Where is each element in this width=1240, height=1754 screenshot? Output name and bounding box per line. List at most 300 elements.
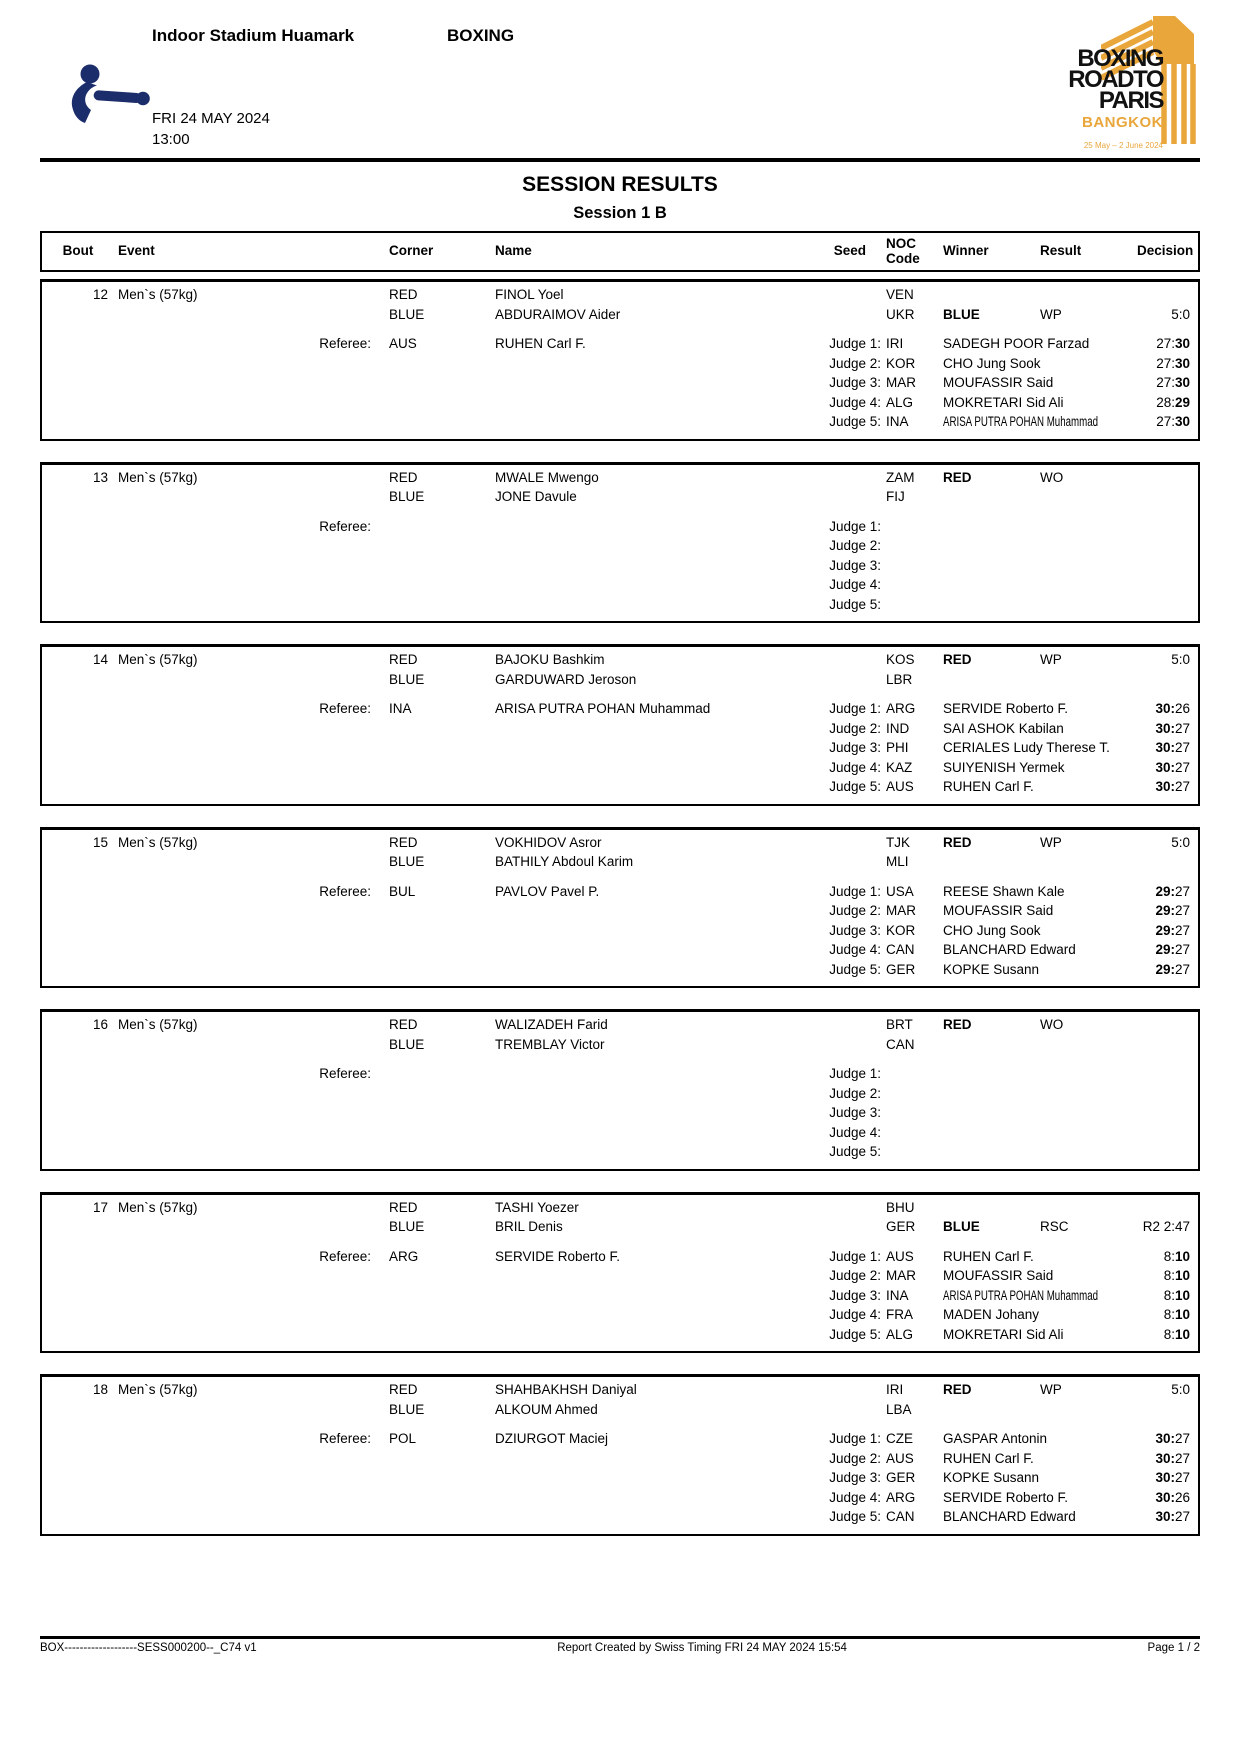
referee-noc <box>377 1449 489 1469</box>
judge-name: CERIALES Ludy Therese T. <box>943 740 1110 755</box>
judge-score: 30:27 <box>1155 1509 1190 1524</box>
bout-number <box>42 1035 114 1055</box>
judge-row <box>42 777 1198 797</box>
bout-number-spacer <box>42 373 114 393</box>
judge-noc: USA <box>886 883 914 899</box>
judge-label: Judge 1: <box>829 336 881 351</box>
judge-label: Judge 1: <box>829 1066 881 1081</box>
referee-noc <box>377 960 489 980</box>
bout-number-spacer <box>42 901 114 921</box>
judge-row <box>42 1305 1198 1325</box>
judge-label: Judge 4: <box>829 759 881 775</box>
winner-label <box>937 285 1037 305</box>
judge-label: Judge 3: <box>829 922 881 938</box>
corner-label: RED <box>389 1382 418 1397</box>
bout-number-spacer <box>42 393 114 413</box>
judge-row <box>42 719 1198 739</box>
event-label <box>114 305 377 325</box>
referee-noc <box>377 1064 489 1084</box>
row-spacer <box>42 689 1198 699</box>
judge-noc: IRI <box>886 336 904 351</box>
judge-row <box>42 536 1198 556</box>
judge-score <box>1148 595 1198 615</box>
judge-label: Judge 5: <box>829 1326 881 1342</box>
corner-label: BLUE <box>389 489 425 504</box>
corner-label: BLUE <box>389 306 425 322</box>
referee-noc <box>377 921 489 941</box>
event-label <box>114 852 377 872</box>
referee-name <box>489 1266 799 1286</box>
referee-noc <box>377 1266 489 1286</box>
corner-label: BLUE <box>389 1036 425 1052</box>
result-label <box>1037 1400 1137 1420</box>
bout-block <box>40 827 1200 989</box>
event-label: Men`s (57kg) <box>118 1017 198 1032</box>
judge-name: SERVIDE Roberto F. <box>943 1489 1069 1505</box>
boxer-name: SHAHBAKHSH Daniyal <box>495 1382 637 1397</box>
seed-value <box>799 1035 883 1055</box>
judge-noc: KAZ <box>886 759 913 775</box>
judge-row <box>42 1142 1198 1162</box>
referee-name <box>489 575 799 595</box>
referee-label <box>114 556 377 576</box>
judge-score: 27:30 <box>1156 336 1190 351</box>
bout-number-spacer <box>42 1468 114 1488</box>
judge-name: ARISA PUTRA POHAN Muhammad <box>943 1287 1099 1303</box>
referee-name <box>489 960 799 980</box>
judge-name: CHO Jung Sook <box>943 355 1041 371</box>
bout-number-spacer <box>42 1123 114 1143</box>
judge-label: Judge 3: <box>829 740 881 755</box>
bout-list <box>40 279 1200 1536</box>
judge-label: Judge 1: <box>829 701 881 716</box>
referee-name: ARISA PUTRA POHAN Muhammad <box>495 701 711 716</box>
event-label <box>114 670 377 690</box>
judge-row <box>42 758 1198 778</box>
referee-name: RUHEN Carl F. <box>495 336 586 351</box>
judge-name <box>937 536 1148 556</box>
judge-row <box>42 354 1198 374</box>
referee-noc <box>377 536 489 556</box>
logo-city: BANGKOK <box>1082 114 1163 131</box>
row-spacer <box>42 1237 1198 1247</box>
referee-name <box>489 1488 799 1508</box>
judge-name: RUHEN Carl F. <box>943 779 1034 794</box>
bout-number-spacer <box>42 1488 114 1508</box>
decision-label <box>1137 468 1198 488</box>
corner-label: RED <box>389 834 418 850</box>
boxer-name: FINOL Yoel <box>495 287 564 302</box>
corner-label: RED <box>389 287 418 302</box>
referee-name <box>489 1305 799 1325</box>
referee-label <box>114 595 377 615</box>
referee-label <box>114 960 377 980</box>
judge-noc: ARG <box>886 701 916 716</box>
judge-label: Judge 3: <box>829 557 881 573</box>
bout-number-spacer <box>42 575 114 595</box>
decision-label <box>1137 487 1198 507</box>
judge-label: Judge 3: <box>829 1470 881 1485</box>
referee-name <box>489 393 799 413</box>
judge-score <box>1148 1084 1198 1104</box>
judge-score: 30:27 <box>1155 740 1190 755</box>
judge-name: GASPAR Antonin <box>943 1431 1048 1446</box>
noc-code: GER <box>886 1219 916 1234</box>
judge-name: KOPKE Susann <box>943 1470 1040 1485</box>
judge-noc <box>883 1142 937 1162</box>
judge-noc <box>883 575 937 595</box>
bout-block <box>40 644 1200 806</box>
referee-label <box>114 1266 377 1286</box>
result-label: WP <box>1040 306 1062 322</box>
winner-label <box>937 1035 1037 1055</box>
judge-score: 30:27 <box>1155 779 1190 794</box>
referee-name <box>489 556 799 576</box>
seed-value <box>799 650 883 670</box>
bout-number-spacer <box>42 556 114 576</box>
judge-name: CHO Jung Sook <box>943 922 1041 938</box>
judge-row <box>42 556 1198 576</box>
decision-label: 5:0 <box>1171 1382 1190 1397</box>
event-label: Men`s (57kg) <box>118 287 198 302</box>
referee-label <box>114 1123 377 1143</box>
referee-noc <box>377 1468 489 1488</box>
decision-label <box>1137 1198 1198 1218</box>
judge-label: Judge 4: <box>829 1124 881 1140</box>
judge-label: Judge 5: <box>829 1144 881 1159</box>
judge-score: 8:10 <box>1163 1307 1190 1322</box>
referee-noc <box>377 758 489 778</box>
judge-label: Judge 5: <box>829 961 881 977</box>
col-bout: Bout <box>62 243 94 259</box>
noc-code: UKR <box>886 306 915 322</box>
judge-score: 27:30 <box>1156 355 1190 371</box>
logo-line-2: ROAD TO <box>1068 66 1163 93</box>
judge-noc <box>883 1084 937 1104</box>
noc-code: LBR <box>886 671 913 687</box>
row-spacer <box>42 872 1198 882</box>
judge-name: MOUFASSIR Said <box>943 375 1054 390</box>
referee-noc <box>377 1507 489 1527</box>
judge-name <box>937 1084 1148 1104</box>
judge-label: Judge 4: <box>829 577 881 592</box>
referee-name <box>489 758 799 778</box>
judge-label: Judge 2: <box>829 1085 881 1101</box>
referee-noc <box>377 1286 489 1306</box>
judge-label: Judge 5: <box>829 1509 881 1524</box>
decision-label: 5:0 <box>1171 834 1190 850</box>
referee-noc: ARG <box>389 1248 419 1264</box>
judge-row <box>42 699 1198 719</box>
boxer-name: BATHILY Abdoul Karim <box>495 854 634 869</box>
judge-noc: KOR <box>886 355 916 371</box>
judge-noc: FRA <box>886 1307 913 1322</box>
judge-score <box>1148 536 1198 556</box>
referee-label: Referee: <box>319 883 371 899</box>
bout-number-spacer <box>42 1142 114 1162</box>
bout-number-spacer <box>42 1429 114 1449</box>
judge-name: ARISA PUTRA POHAN Muhammad <box>943 414 1099 429</box>
bout-block <box>40 279 1200 441</box>
referee-noc: AUS <box>389 336 417 351</box>
judge-label: Judge 2: <box>829 903 881 918</box>
judge-noc: GER <box>886 961 916 977</box>
col-corner: Corner <box>389 243 434 259</box>
judge-noc: GER <box>886 1470 916 1485</box>
judge-row <box>42 1507 1198 1527</box>
referee-name <box>489 921 799 941</box>
judge-label: Judge 5: <box>829 414 881 429</box>
bout-number-spacer <box>42 1305 114 1325</box>
bout-number: 15 <box>92 834 108 850</box>
referee-label <box>114 1468 377 1488</box>
judge-row <box>42 882 1198 902</box>
judge-row <box>42 1266 1198 1286</box>
judge-noc: MAR <box>886 1268 916 1283</box>
judge-name <box>937 595 1148 615</box>
judge-noc: AUS <box>886 779 914 794</box>
judge-name: RUHEN Carl F. <box>943 1450 1034 1466</box>
referee-name <box>489 1123 799 1143</box>
table-header <box>40 231 1200 272</box>
boxer-name: TASHI Yoezer <box>495 1199 579 1215</box>
boxer-name: TREMBLAY Victor <box>495 1036 605 1052</box>
bout-number: 17 <box>92 1199 108 1215</box>
winner-label: RED <box>943 469 972 485</box>
decision-label <box>1137 670 1198 690</box>
winner-label <box>937 670 1037 690</box>
judge-score <box>1148 1064 1198 1084</box>
row-spacer <box>42 1419 1198 1429</box>
judge-score: 30:27 <box>1155 1450 1190 1466</box>
referee-label: Referee: <box>319 1066 371 1081</box>
referee-label <box>114 719 377 739</box>
judge-score: 29:27 <box>1155 883 1190 899</box>
result-label <box>1037 1198 1137 1218</box>
judge-noc: KOR <box>886 922 916 938</box>
venue-title: Indoor Stadium Huamark <box>152 26 355 45</box>
boxer-row-blue <box>42 1035 1198 1055</box>
seed-value <box>799 833 883 853</box>
result-label: WP <box>1040 652 1062 667</box>
judge-score: 30:27 <box>1155 759 1190 775</box>
bout-number-spacer <box>42 921 114 941</box>
bout-number-spacer <box>42 1449 114 1469</box>
boxer-row-red <box>42 285 1198 305</box>
bout-number <box>42 670 114 690</box>
referee-label <box>114 758 377 778</box>
referee-noc: POL <box>389 1431 417 1446</box>
referee-label <box>114 940 377 960</box>
result-label: WO <box>1040 469 1064 485</box>
judge-name: BLANCHARD Edward <box>943 942 1076 957</box>
boxer-name: ABDURAIMOV Aider <box>495 306 621 322</box>
referee-label <box>114 393 377 413</box>
judge-name: BLANCHARD Edward <box>943 1509 1076 1524</box>
boxer-row-blue <box>42 487 1198 507</box>
referee-label <box>114 1449 377 1469</box>
judge-score: 30:27 <box>1155 1431 1190 1446</box>
judge-label: Judge 3: <box>829 1105 881 1120</box>
bout-number-spacer <box>42 1247 114 1267</box>
referee-label <box>114 412 377 432</box>
judge-row <box>42 1468 1198 1488</box>
judge-name <box>937 517 1148 537</box>
judge-row <box>42 1064 1198 1084</box>
judge-row <box>42 1429 1198 1449</box>
col-event: Event <box>118 243 155 259</box>
judge-noc: INA <box>886 414 909 429</box>
boxer-name: MWALE Mwengo <box>495 469 599 485</box>
judge-row <box>42 921 1198 941</box>
judge-noc: INA <box>886 1287 909 1303</box>
referee-name <box>489 354 799 374</box>
judge-noc: AUS <box>886 1450 914 1466</box>
referee-name: SERVIDE Roberto F. <box>495 1248 621 1264</box>
bout-block <box>40 462 1200 624</box>
result-label <box>1037 1035 1137 1055</box>
boxer-name: WALIZADEH Farid <box>495 1017 608 1032</box>
boxer-row-red <box>42 1380 1198 1400</box>
judge-name: MOUFASSIR Said <box>943 903 1054 918</box>
judge-label: Judge 3: <box>829 1287 881 1303</box>
corner-label: BLUE <box>389 671 425 687</box>
boxer-row-blue <box>42 1400 1198 1420</box>
bout-number-spacer <box>42 1286 114 1306</box>
bout-block <box>40 1192 1200 1354</box>
referee-noc <box>377 1123 489 1143</box>
judge-name: REESE Shawn Kale <box>943 883 1065 899</box>
judge-noc: MAR <box>886 375 916 390</box>
winner-label <box>937 852 1037 872</box>
noc-code: IRI <box>886 1382 904 1397</box>
judge-name: MADEN Johany <box>943 1307 1040 1322</box>
judge-label: Judge 2: <box>829 538 881 553</box>
event-label <box>114 1217 377 1237</box>
referee-name <box>489 1142 799 1162</box>
referee-label <box>114 1488 377 1508</box>
referee-noc <box>377 412 489 432</box>
decision-label <box>1137 1400 1198 1420</box>
results-sheet <box>40 231 1200 1536</box>
judge-score: 8:10 <box>1163 1287 1190 1303</box>
noc-code: VEN <box>886 287 914 302</box>
bout-number: 13 <box>92 469 108 485</box>
footer-page-number: Page 1 / 2 <box>1147 1642 1200 1654</box>
judge-row <box>42 1325 1198 1345</box>
referee-label: Referee: <box>319 336 371 351</box>
seed-value <box>799 852 883 872</box>
judge-row <box>42 960 1198 980</box>
footer-document-code: BOX-------------------SESS000200--_C74 v1 <box>40 1642 257 1654</box>
judge-row <box>42 1084 1198 1104</box>
judge-name: SUIYENISH Yermek <box>943 759 1065 775</box>
col-decision: Decision <box>1137 243 1194 259</box>
bout-number-spacer <box>42 1325 114 1345</box>
bout-number-spacer <box>42 1103 114 1123</box>
result-label: RSC <box>1040 1219 1069 1234</box>
bout-number <box>42 852 114 872</box>
result-label <box>1037 852 1137 872</box>
referee-noc <box>377 373 489 393</box>
winner-label: BLUE <box>943 1219 980 1234</box>
referee-name <box>489 1325 799 1345</box>
judge-score: 8:10 <box>1163 1248 1190 1264</box>
judge-score: 8:10 <box>1163 1268 1190 1283</box>
referee-label <box>114 1305 377 1325</box>
boxer-name: BAJOKU Bashkim <box>495 652 605 667</box>
referee-name <box>489 1449 799 1469</box>
seed-value <box>799 1217 883 1237</box>
referee-name: DZIURGOT Maciej <box>495 1431 609 1446</box>
judge-noc: ALG <box>886 394 914 410</box>
noc-code: MLI <box>886 854 909 869</box>
referee-name <box>489 1103 799 1123</box>
winner-label: BLUE <box>943 306 980 322</box>
referee-label: Referee: <box>319 1431 371 1446</box>
judge-score: 30:26 <box>1155 1489 1190 1505</box>
referee-name <box>489 1507 799 1527</box>
judge-noc: MAR <box>886 903 916 918</box>
referee-noc <box>377 738 489 758</box>
judge-score: 29:27 <box>1155 903 1190 918</box>
referee-label <box>114 575 377 595</box>
judge-score <box>1148 1142 1198 1162</box>
judge-score <box>1148 575 1198 595</box>
judge-name: SERVIDE Roberto F. <box>943 701 1069 716</box>
event-label <box>114 1035 377 1055</box>
referee-label <box>114 1103 377 1123</box>
judge-noc: CAN <box>886 1509 915 1524</box>
judge-name: SADEGH POOR Farzad <box>943 336 1090 351</box>
col-winner: Winner <box>943 243 989 259</box>
referee-label <box>114 354 377 374</box>
judge-name: SAI ASHOK Kabilan <box>943 720 1064 736</box>
referee-name <box>489 1084 799 1104</box>
judge-score: 30:27 <box>1155 1470 1190 1485</box>
judge-label: Judge 2: <box>829 720 881 736</box>
bout-number: 14 <box>92 652 108 667</box>
bout-number-spacer <box>42 738 114 758</box>
judge-name <box>937 1103 1148 1123</box>
bout-number-spacer <box>42 758 114 778</box>
judge-label: Judge 2: <box>829 1450 881 1466</box>
boxer-name: JONE Davule <box>495 489 577 504</box>
decision-label <box>1137 285 1198 305</box>
seed-value <box>799 670 883 690</box>
boxer-row-blue <box>42 852 1198 872</box>
referee-label <box>114 1142 377 1162</box>
referee-noc <box>377 556 489 576</box>
session-datetime <box>152 108 270 150</box>
referee-label: Referee: <box>319 1248 371 1264</box>
result-label <box>1037 285 1137 305</box>
judge-score <box>1148 517 1198 537</box>
session-subtitle: Session 1 B <box>573 204 667 222</box>
judge-name <box>937 556 1148 576</box>
judge-label: Judge 4: <box>829 942 881 957</box>
noc-code: TJK <box>886 834 911 850</box>
judge-name <box>937 1064 1148 1084</box>
footer-report-info: Report Created by Swiss Timing FRI 24 MAY 2024 15:54 <box>557 1642 847 1654</box>
bout-number-spacer <box>42 719 114 739</box>
logo-text <box>1068 45 1163 156</box>
winner-label: RED <box>943 834 972 850</box>
referee-name <box>489 595 799 615</box>
judge-label: Judge 4: <box>829 394 881 410</box>
judge-score: 27:30 <box>1156 375 1190 390</box>
judge-noc: PHI <box>886 740 909 755</box>
